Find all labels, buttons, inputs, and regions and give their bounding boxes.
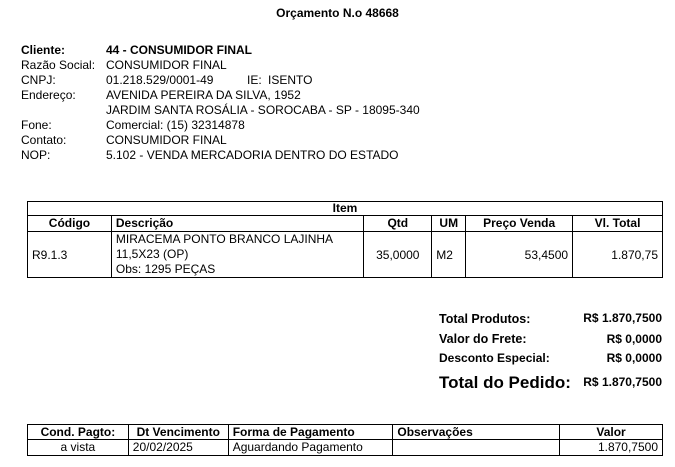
endereco-label: Endereço: — [21, 88, 76, 102]
document-title: Orçamento N.o 48668 — [276, 6, 399, 20]
items-table — [27, 201, 663, 278]
col-forma-header: Forma de Pagamento — [228, 425, 393, 440]
payment-table — [27, 424, 663, 456]
nop-value: 5.102 - VENDA MERCADORIA DENTRO DO ESTADO — [106, 148, 399, 162]
item-qtd: 35,0000 — [364, 232, 432, 278]
valor-frete-value: R$ 0,0000 — [606, 332, 662, 346]
col-obs-header: Observações — [393, 425, 560, 440]
col-codigo-header: Código — [28, 216, 112, 232]
cnpj-label: CNPJ: — [21, 73, 56, 87]
col-total-header: Vl. Total — [573, 216, 663, 232]
total-produtos-value: R$ 1.870,7500 — [583, 311, 662, 325]
ie-value: ISENTO — [268, 73, 313, 87]
item-descricao — [111, 232, 363, 278]
col-cond-header: Cond. Pagto: — [28, 425, 129, 440]
desconto-value: R$ 0,0000 — [606, 351, 662, 365]
item-desc-line2: 11,5X23 (OP) — [115, 247, 189, 261]
endereco-line2: JARDIM SANTA ROSÁLIA - SOROCABA - SP - 18095-340 — [106, 103, 420, 117]
col-preco-header: Preço Venda — [466, 216, 573, 232]
cliente-value: 44 - CONSUMIDOR FINAL — [106, 43, 253, 57]
item-um: M2 — [432, 232, 466, 278]
total-produtos-label: Total Produtos: — [439, 312, 531, 326]
col-qtd-header: Qtd — [364, 216, 432, 232]
pay-valor: 1.870,7500 — [560, 440, 663, 456]
table-row — [28, 440, 663, 456]
pay-obs — [393, 440, 560, 456]
item-desc-line1: MIRACEMA PONTO BRANCO LAJINHA — [115, 232, 334, 246]
item-preco: 53,4500 — [466, 232, 573, 278]
item-total: 1.870,75 — [573, 232, 663, 278]
fone-value: Comercial: (15) 32314878 — [106, 118, 245, 132]
contato-value: CONSUMIDOR FINAL — [106, 133, 227, 147]
cnpj-value: 01.218.529/0001-49 — [106, 73, 214, 87]
item-desc-line3: Obs: 1295 PEÇAS — [115, 262, 216, 276]
total-pedido-value: R$ 1.870,7500 — [583, 375, 662, 389]
desconto-label: Desconto Especial: — [439, 351, 550, 365]
col-descricao-header: Descrição — [111, 216, 363, 232]
contato-label: Contato: — [21, 133, 67, 147]
fone-label: Fone: — [21, 118, 52, 132]
ie-label: IE: — [247, 73, 262, 87]
items-caption: Item — [28, 202, 663, 216]
nop-label: NOP: — [21, 148, 51, 162]
total-pedido-label: Total do Pedido: — [439, 373, 571, 392]
col-um-header: UM — [432, 216, 466, 232]
table-row — [28, 232, 663, 278]
pay-forma: Aguardando Pagamento — [228, 440, 393, 456]
pay-cond: a vista — [28, 440, 129, 456]
pay-venc: 20/02/2025 — [128, 440, 228, 456]
col-valor-header: Valor — [560, 425, 663, 440]
cliente-label: Cliente: — [21, 43, 66, 57]
item-codigo: R9.1.3 — [28, 232, 112, 278]
endereco-line1: AVENIDA PEREIRA DA SILVA, 1952 — [106, 88, 301, 102]
col-venc-header: Dt Vencimento — [128, 425, 228, 440]
razao-value: CONSUMIDOR FINAL — [106, 58, 227, 72]
razao-label: Razão Social: — [21, 58, 96, 72]
valor-frete-label: Valor do Frete: — [439, 332, 527, 346]
